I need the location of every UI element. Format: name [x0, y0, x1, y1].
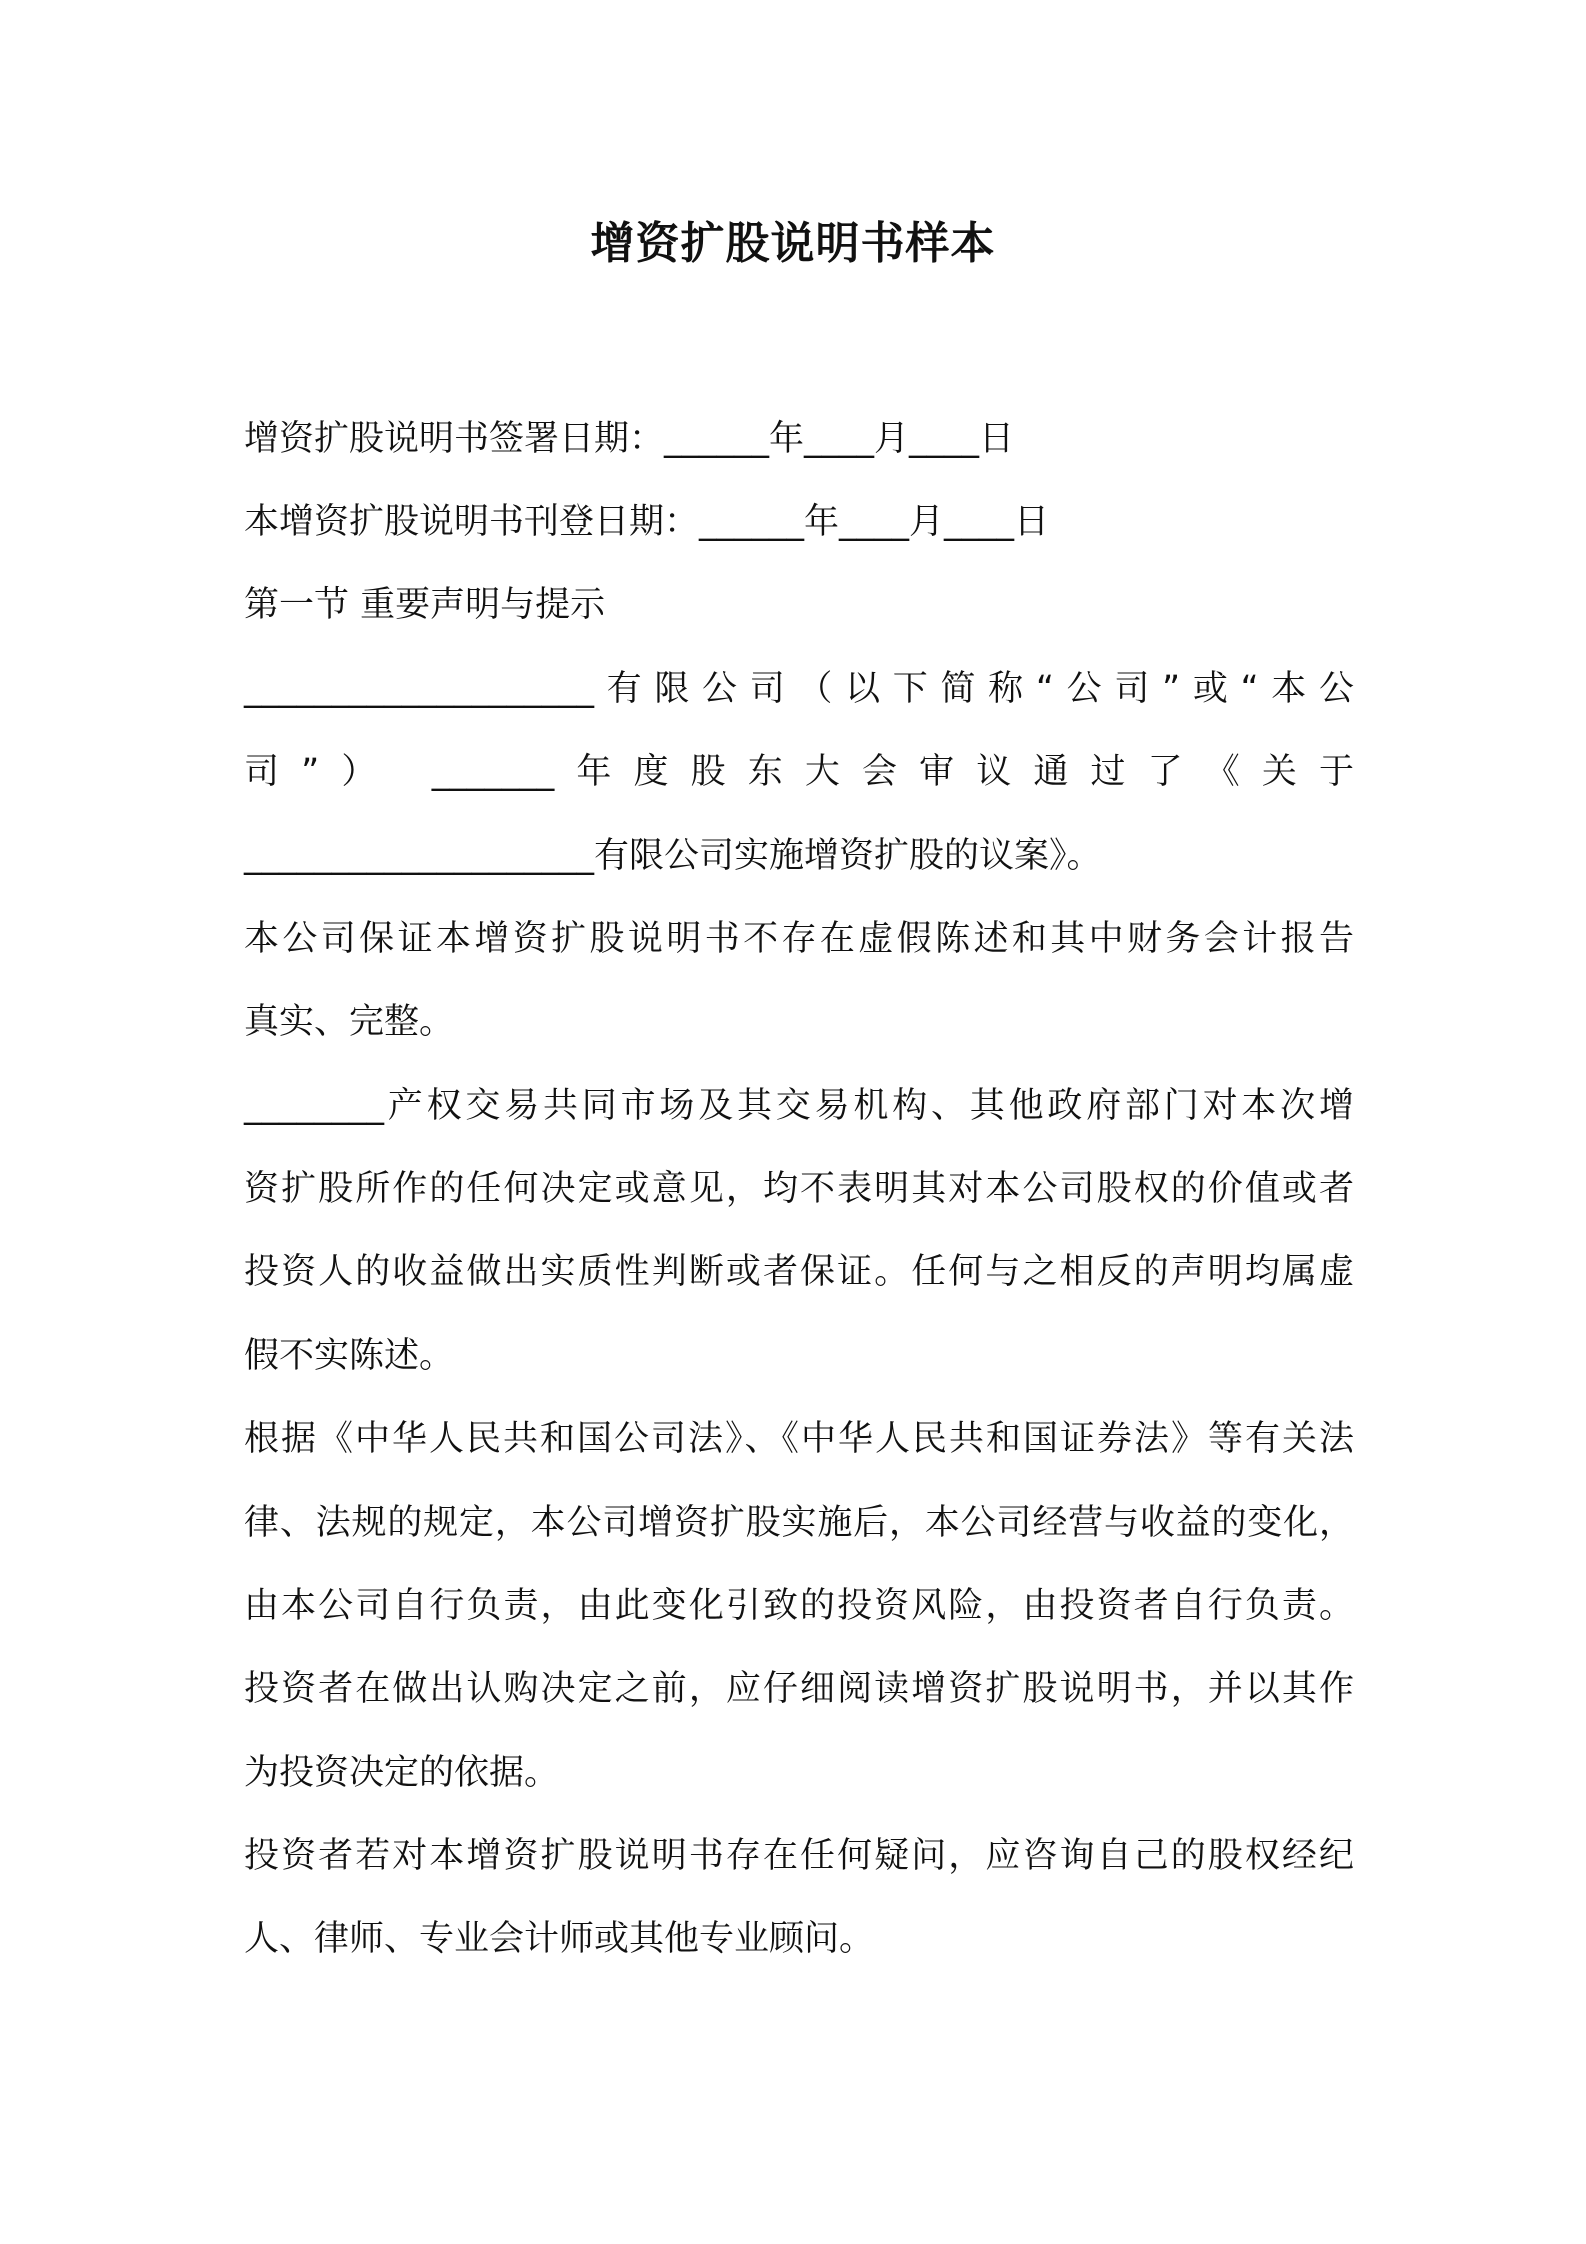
paragraph-line: [244, 1415, 1354, 1463]
paragraph-line: [244, 665, 1354, 713]
paragraph-line: 假不实陈述。: [244, 1336, 455, 1376]
paragraph-line: [244, 748, 1354, 796]
signing-date-line: 增资扩股说明书签署日期：______年____月____日: [244, 419, 1015, 459]
paragraph-line: [244, 915, 1354, 963]
section-heading: 第一节 重要声明与提示: [244, 585, 606, 625]
paragraph-line-text: 投资者若对本增资扩股说明书存在任何疑问，应咨询自己的股权经纪: [244, 1836, 1354, 1876]
paragraph-line: 真实、完整。: [244, 1002, 455, 1042]
paragraph-line: [244, 1248, 1354, 1296]
paragraph-line-text: 律、法规的规定，本公司增资扩股实施后，本公司经营与收益的变化，: [244, 1503, 1354, 1543]
paragraph-line-text: ____________________有限公司（以下简称“公司”或“本公: [244, 669, 1354, 709]
document-title: 增资扩股说明书样本: [590, 218, 996, 269]
paragraph-line-text: 投资人的收益做出实质性判断或者保证。任何与之相反的声明均属虚: [244, 1252, 1354, 1292]
paragraph-line: [244, 1165, 1354, 1213]
paragraph-line: ____________________有限公司实施增资扩股的议案》。: [244, 836, 1102, 876]
paragraph-line: [244, 1665, 1354, 1713]
paragraph-line-text: 本公司保证本增资扩股说明书不存在虚假陈述和其中财务会计报告: [244, 919, 1354, 959]
paragraph-line: [244, 1832, 1354, 1880]
paragraph-line: [244, 1499, 1354, 1547]
paragraph-line: [244, 1582, 1354, 1630]
paragraph-line: 为投资决定的依据。: [244, 1753, 560, 1793]
paragraph-line-text: 资扩股所作的任何决定或意见，均不表明其对本公司股权的价值或者: [244, 1169, 1354, 1209]
paragraph-line: 人、律师、专业会计师或其他专业顾问。: [244, 1919, 875, 1959]
paragraph-line-text: 投资者在做出认购决定之前，应仔细阅读增资扩股说明书，并以其作: [244, 1669, 1354, 1709]
paragraph-line: [244, 1082, 1354, 1130]
paragraph-line-text: 根据《中华人民共和国公司法》、《中华人民共和国证券法》等有关法: [244, 1419, 1354, 1459]
publication-date-line: 本增资扩股说明书刊登日期：______年____月____日: [244, 502, 1050, 542]
paragraph-line-text: 司”） _______年度股东大会审议通过了《关于: [244, 752, 1354, 792]
paragraph-line-text: ________产权交易共同市场及其交易机构、其他政府部门对本次增: [244, 1086, 1354, 1126]
paragraph-line-text: 由本公司自行负责，由此变化引致的投资风险，由投资者自行负责。: [244, 1586, 1354, 1626]
